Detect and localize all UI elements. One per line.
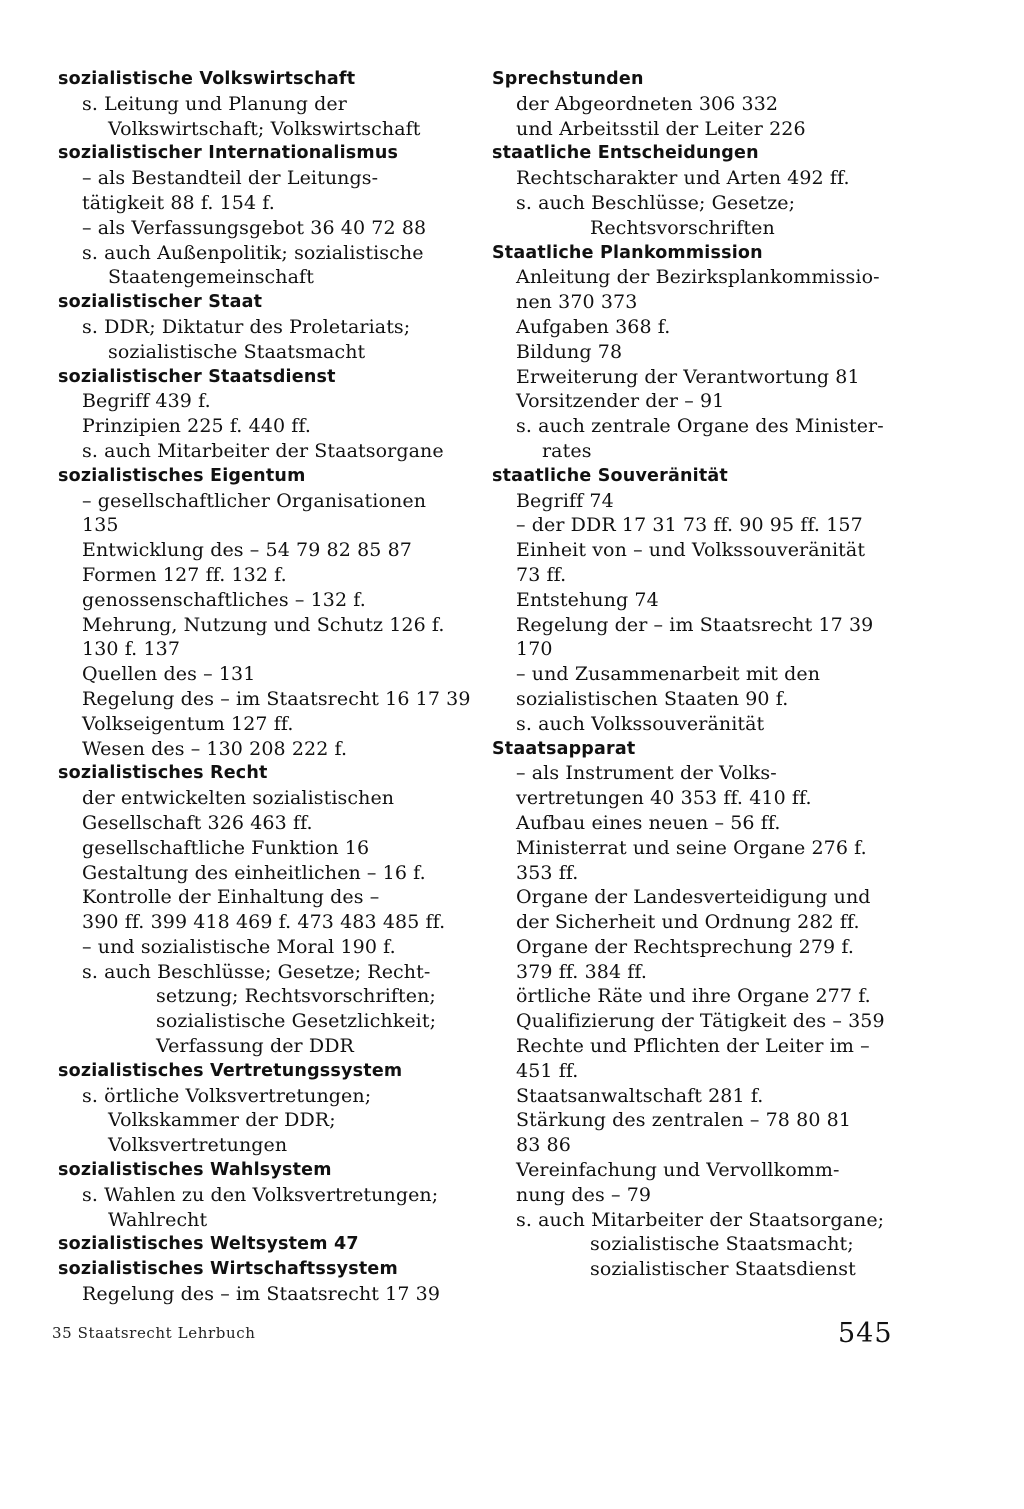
index-entry: – und Zusammenarbeit mit den — [516, 663, 821, 686]
index-entry: – als Bestandteil der Leitungs- — [82, 167, 379, 190]
index-entry: 379 ff. 384 ff. — [516, 960, 648, 983]
index-entry: Volkseigentum 127 ff. — [82, 712, 294, 735]
index-entry: Wesen des – 130 208 222 f. — [82, 737, 348, 760]
index-entry: sozialistische Gesetzlichkeit; — [156, 1010, 437, 1033]
index-entry: s. auch Außenpolitik; sozialistische — [82, 241, 424, 264]
index-heading: sozialistisches Recht — [58, 763, 268, 784]
index-entry: – der DDR 17 31 73 ff. 90 95 ff. 157 — [516, 514, 863, 537]
index-entry: Entstehung 74 — [516, 588, 659, 611]
index-entry: der Sicherheit und Ordnung 282 ff. — [516, 911, 860, 934]
index-entry: Gestaltung des einheitlichen – 16 f. — [82, 861, 426, 884]
index-entry: genossenschaftliches – 132 f. — [82, 588, 366, 611]
index-entry: 83 86 — [516, 1134, 571, 1157]
index-entry: vertretungen 40 353 ff. 410 ff. — [516, 787, 812, 810]
index-entry: s. auch Beschlüsse; Gesetze; — [516, 191, 796, 214]
index-entry: Regelung der – im Staatsrecht 17 39 — [516, 613, 874, 636]
index-heading: sozialistisches Eigentum — [58, 465, 306, 486]
index-entry: – als Verfassungsgebot 36 40 72 88 — [82, 216, 427, 239]
index-heading: staatliche Souveränität — [492, 465, 728, 486]
index-entry: Gesellschaft 326 463 ff. — [82, 811, 313, 834]
index-entry: Aufgaben 368 f. — [516, 315, 671, 338]
index-entry: Regelung des – im Staatsrecht 17 39 — [82, 1283, 441, 1306]
page-number: 545 — [838, 1318, 893, 1349]
index-entry: Vereinfachung und Vervollkomm- — [516, 1159, 840, 1182]
index-entry: nung des – 79 — [516, 1183, 652, 1206]
index-entry: sozialistischer Staatsdienst — [590, 1258, 856, 1281]
index-entry: Begriff 439 f. — [82, 390, 211, 413]
index-entry: 73 ff. — [516, 563, 567, 586]
index-column-left — [58, 67, 470, 1307]
index-entry: Rechtscharakter und Arten 492 ff. — [516, 167, 850, 190]
index-entry: 170 — [516, 638, 553, 661]
index-entry: 130 f. 137 — [82, 638, 181, 661]
index-entry: – als Instrument der Volks- — [516, 762, 777, 785]
index-entry: 390 ff. 399 418 469 f. 473 483 485 ff. — [82, 911, 446, 934]
index-entry: gesellschaftliche Funktion 16 — [82, 836, 370, 859]
footer-book-title: 35 Staatsrecht Lehrbuch — [52, 1324, 256, 1342]
index-heading: Staatliche Plankommission — [492, 242, 763, 263]
index-heading: sozialistischer Staat — [58, 292, 263, 313]
index-entry: Rechte und Pflichten der Leiter im – — [516, 1035, 870, 1058]
index-entry: Organe der Rechtsprechung 279 f. — [516, 935, 854, 958]
index-entry: Volkswirtschaft; Volkswirtschaft — [108, 117, 421, 140]
index-heading: sozialistische Volkswirtschaft — [58, 69, 356, 89]
index-entry: Anleitung der Bezirksplankommissio- — [516, 266, 880, 289]
index-entry: Prinzipien 225 f. 440 ff. — [82, 415, 311, 438]
index-heading: staatliche Entscheidungen — [492, 143, 759, 164]
index-entry: setzung; Rechtsvorschriften; — [156, 985, 436, 1008]
index-entry: Qualifizierung der Tätigkeit des – 359 — [516, 1010, 885, 1033]
index-entry: – und sozialistische Moral 190 f. — [82, 935, 396, 958]
index-entry: Volkskammer der DDR; — [108, 1109, 336, 1132]
index-heading: Sprechstunden — [492, 69, 644, 89]
index-entry: Quellen des – 131 — [82, 663, 256, 686]
index-entry: Volksvertretungen — [108, 1134, 288, 1157]
index-entry: Einheit von – und Volkssouveränität — [516, 539, 866, 562]
index-entry: s. Leitung und Planung der — [82, 92, 347, 115]
index-entry: Staatsanwaltschaft 281 f. — [516, 1084, 764, 1107]
index-entry: Stärkung des zentralen – 78 80 81 — [516, 1109, 852, 1132]
index-heading: sozialistisches Wirtschaftssystem — [58, 1259, 398, 1280]
index-entry: Ministerrat und seine Organe 276 f. — [516, 836, 867, 859]
index-column-right — [492, 67, 912, 1282]
index-entry: 353 ff. — [516, 861, 579, 884]
index-heading: sozialistisches Wahlsystem — [58, 1160, 332, 1181]
index-entry: Organe der Landesverteidigung und — [516, 886, 871, 909]
index-entry: Vorsitzender der – 91 — [516, 390, 725, 413]
index-entry: Regelung des – im Staatsrecht 16 17 39 — [82, 687, 471, 710]
index-heading: sozialistischer Staatsdienst — [58, 366, 336, 387]
index-entry: 135 — [82, 514, 119, 537]
index-entry: 451 ff. — [516, 1059, 579, 1082]
index-entry: sozialistische Staatsmacht; — [590, 1233, 854, 1256]
index-entry: Entwicklung des – 54 79 82 85 87 — [82, 539, 412, 562]
index-heading: sozialistisches Vertretungssystem — [58, 1060, 403, 1081]
index-entry: s. auch Mitarbeiter der Staatsorgane; — [516, 1208, 885, 1231]
index-entry: sozialistischen Staaten 90 f. — [516, 687, 789, 710]
index-entry: Wahlrecht — [108, 1208, 208, 1231]
index-entry: örtliche Räte und ihre Organe 277 f. — [516, 985, 871, 1008]
index-entry: und Arbeitsstil der Leiter 226 — [516, 117, 806, 140]
index-entry: Verfassung der DDR — [156, 1035, 354, 1058]
index-entry: s. örtliche Volksvertretungen; — [82, 1084, 372, 1107]
index-entry: der entwickelten sozialistischen — [82, 787, 395, 810]
index-entry: Erweiterung der Verantwortung 81 — [516, 365, 860, 388]
index-entry: Begriff 74 — [516, 489, 614, 512]
index-entry: s. auch Mitarbeiter der Staatsorgane — [82, 439, 444, 462]
index-entry: Rechtsvorschriften — [590, 216, 775, 239]
index-entry: s. auch Volkssouveränität — [516, 712, 765, 735]
index-entry: Staatengemeinschaft — [108, 266, 314, 289]
index-entry: rates — [542, 439, 592, 462]
index-entry: Kontrolle der Einhaltung des – — [82, 886, 380, 909]
index-entry: s. auch Beschlüsse; Gesetze; Recht- — [82, 960, 431, 983]
index-entry: – gesellschaftlicher Organisationen — [82, 489, 427, 512]
index-entry: Aufbau eines neuen – 56 ff. — [516, 811, 781, 834]
index-heading: Staatsapparat — [492, 738, 636, 759]
index-entry: Mehrung, Nutzung und Schutz 126 f. — [82, 613, 445, 636]
index-entry: Bildung 78 — [516, 340, 623, 363]
index-heading: sozialistischer Internationalismus — [58, 143, 399, 164]
index-entry: s. DDR; Diktatur des Proletariats; — [82, 315, 411, 338]
index-entry: s. Wahlen zu den Volksvertretungen; — [82, 1183, 439, 1206]
index-entry: Formen 127 ff. 132 f. — [82, 563, 287, 586]
index-heading: sozialistisches Weltsystem 47 — [58, 1234, 359, 1255]
index-entry: der Abgeordneten 306 332 — [516, 92, 779, 115]
index-entry: nen 370 373 — [516, 291, 638, 314]
index-entry: s. auch zentrale Organe des Minister- — [516, 415, 884, 438]
index-entry: sozialistische Staatsmacht — [108, 340, 366, 363]
index-entry: tätigkeit 88 f. 154 f. — [82, 191, 275, 214]
